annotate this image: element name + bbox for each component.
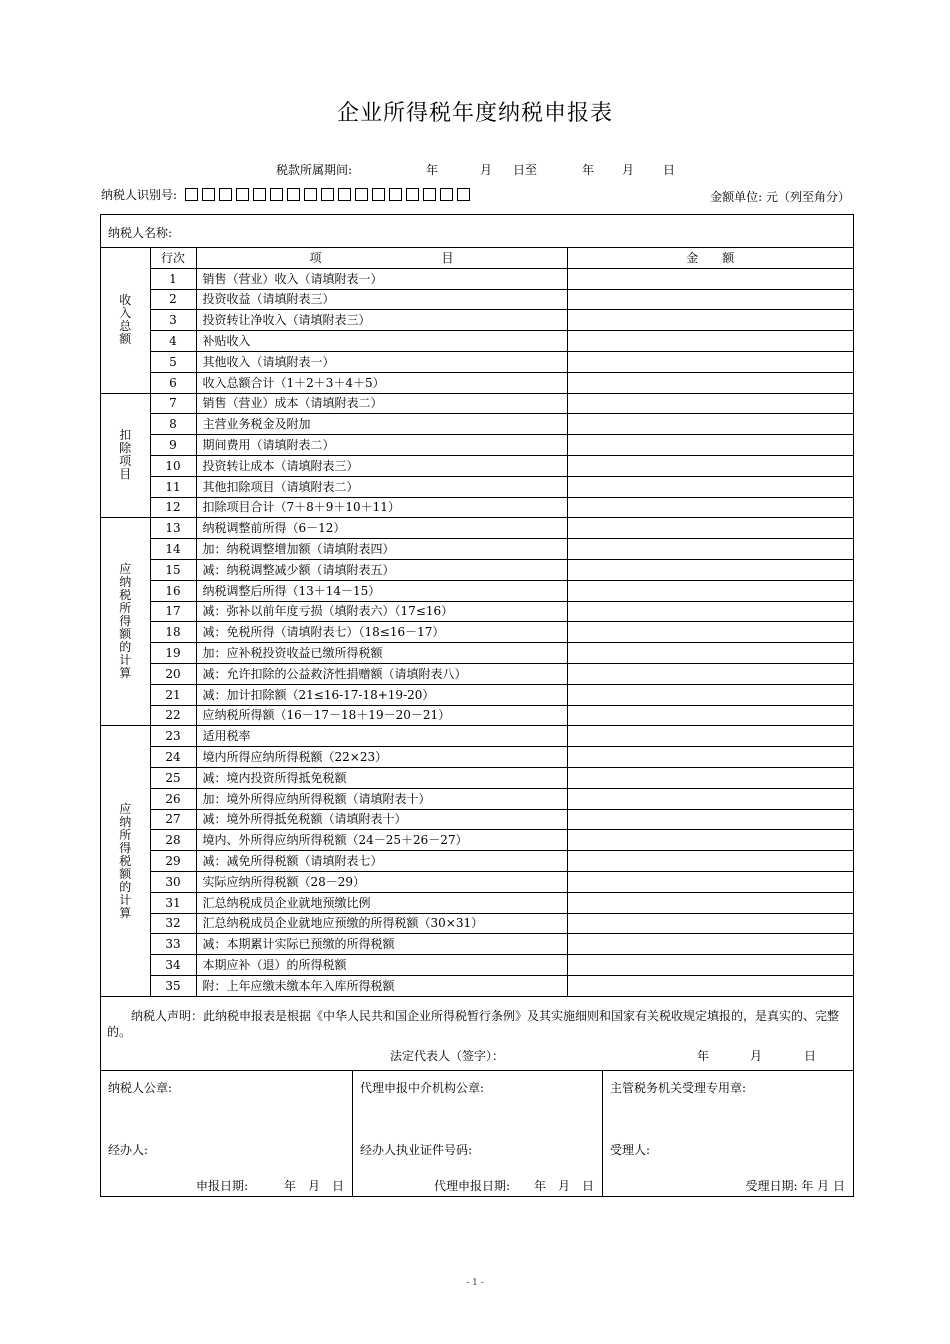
row-number: 14	[150, 539, 196, 560]
agent-license-label: 经办人执业证件号码:	[360, 1143, 473, 1157]
group-label-taxable-income	[101, 518, 150, 726]
row-number: 34	[150, 955, 196, 976]
row-amount-cell[interactable]	[567, 310, 853, 331]
row-number: 23	[150, 726, 196, 747]
row-number: 20	[150, 663, 196, 684]
row-item: 加：纳税调整增加额（请填附表四）	[196, 539, 567, 560]
row-number: 26	[150, 788, 196, 809]
table-row	[101, 830, 853, 851]
page-number: - 1 -	[466, 1278, 484, 1288]
group-label-text: 收入总额	[119, 293, 132, 347]
row-item: 收入总额合计（1＋2＋3＋4＋5）	[196, 372, 567, 393]
row-item: 期间费用（请填附表二）	[196, 435, 567, 456]
row-number: 11	[150, 476, 196, 497]
group-label-text: 应纳税所得额的计算	[119, 562, 132, 681]
table-row	[101, 372, 853, 393]
table-row	[101, 435, 853, 456]
row-item: 本期应补（退）的所得税额	[196, 955, 567, 976]
row-number: 29	[150, 851, 196, 872]
row-amount-cell[interactable]	[567, 622, 853, 643]
header-row-no: 行次	[150, 248, 196, 268]
row-amount-cell[interactable]	[567, 372, 853, 393]
row-item: 减：允许扣除的公益救济性捐赠额（请填附表八）	[196, 663, 567, 684]
row-item: 减：境外所得抵免税额（请填附表十）	[196, 809, 567, 830]
row-number: 30	[150, 871, 196, 892]
row-amount-cell[interactable]	[567, 684, 853, 705]
table-row	[101, 539, 853, 560]
row-amount-cell[interactable]	[567, 580, 853, 601]
row-number: 12	[150, 497, 196, 518]
table-row	[101, 289, 853, 310]
table-row	[101, 393, 853, 414]
row-amount-cell[interactable]	[567, 455, 853, 476]
legal-representative-label[interactable]: 法定代表人（签字）：	[390, 1049, 505, 1063]
taxpayer-id-box[interactable]	[440, 188, 453, 201]
row-item: 投资转让净收入（请填附表三）	[196, 310, 567, 331]
table-row	[101, 663, 853, 684]
row-item: 汇总纳税成员企业就地应预缴的所得税额（30×31）	[196, 913, 567, 934]
table-row	[101, 851, 853, 872]
row-number: 27	[150, 809, 196, 830]
row-amount-cell[interactable]	[567, 539, 853, 560]
row-number: 16	[150, 580, 196, 601]
row-amount-cell[interactable]	[567, 435, 853, 456]
declaration-day: 日	[804, 1049, 817, 1063]
row-item: 减：加计扣除额（21≤16-17-18+19-20）	[196, 684, 567, 705]
taxpayer-id-box[interactable]	[270, 188, 283, 201]
header-amount: 金 额	[567, 248, 853, 268]
table-row	[101, 476, 853, 497]
taxpayer-id-box[interactable]	[355, 188, 368, 201]
row-number: 32	[150, 913, 196, 934]
row-amount-cell[interactable]	[567, 331, 853, 352]
taxpayer-seal-label: 纳税人公章:	[108, 1081, 173, 1095]
row-amount-cell[interactable]	[567, 851, 853, 872]
agent-seal-label: 代理申报中介机构公章:	[360, 1081, 485, 1095]
taxpayer-id-boxes[interactable]	[185, 188, 474, 201]
row-number: 19	[150, 643, 196, 664]
amount-unit: 金额单位: 元（列至角分）	[710, 190, 850, 204]
row-item: 纳税调整后所得（13＋14－15）	[196, 580, 567, 601]
table-row	[101, 455, 853, 476]
row-amount-cell[interactable]	[567, 767, 853, 788]
row-number: 31	[150, 892, 196, 913]
form-title: 企业所得税年度纳税申报表	[336, 101, 613, 126]
taxpayer-name-row[interactable]	[101, 215, 853, 248]
taxpayer-seal-box[interactable]	[101, 1071, 353, 1196]
group-label-income	[101, 248, 150, 393]
row-item: 销售（营业）成本（请填附表二）	[196, 393, 567, 414]
row-amount-cell[interactable]	[567, 809, 853, 830]
row-item: 加：应补税投资收益已缴所得税额	[196, 643, 567, 664]
table-row	[101, 871, 853, 892]
row-amount-cell[interactable]	[567, 643, 853, 664]
row-item: 销售（营业）收入（请填附表一）	[196, 268, 567, 289]
table-row	[101, 559, 853, 580]
row-item: 适用税率	[196, 726, 567, 747]
declaration-section	[101, 1001, 853, 1071]
table-row	[101, 955, 853, 976]
row-number: 35	[150, 975, 196, 996]
row-item: 其他收入（请填附表一）	[196, 351, 567, 372]
taxpayer-id-box[interactable]	[457, 188, 470, 201]
group-label-tax-payable	[101, 726, 150, 996]
row-amount-cell[interactable]	[567, 871, 853, 892]
taxpayer-name-label: 纳税人名称:	[108, 226, 173, 240]
row-number: 22	[150, 705, 196, 726]
period-month-start: 月	[480, 163, 493, 177]
taxpayer-id-row	[101, 186, 474, 203]
group-label-text: 扣除项目	[119, 428, 132, 482]
taxpayer-filing-date: 申报日期: 年 月 日	[195, 1179, 344, 1193]
table-row	[101, 414, 853, 435]
table-row	[101, 788, 853, 809]
taxpayer-id-box[interactable]	[406, 188, 419, 201]
table-row	[101, 975, 853, 996]
row-number: 8	[150, 414, 196, 435]
row-item: 减：弥补以前年度亏损（填附表六）（17≤16）	[196, 601, 567, 622]
table-row	[101, 268, 853, 289]
row-amount-cell[interactable]	[567, 892, 853, 913]
declaration-month: 月	[750, 1049, 763, 1063]
row-item: 减：纳税调整减少额（请填附表五）	[196, 559, 567, 580]
row-amount-cell[interactable]	[567, 934, 853, 955]
taxpayer-id-box[interactable]	[287, 188, 300, 201]
tax-items-table	[101, 248, 853, 997]
table-row	[101, 726, 853, 747]
table-row	[101, 580, 853, 601]
row-amount-cell[interactable]	[567, 830, 853, 851]
declaration-year: 年	[697, 1049, 710, 1063]
period-label: 税款所属期间:	[276, 163, 353, 177]
taxpayer-handler-label: 经办人:	[108, 1143, 149, 1157]
taxpayer-id-box[interactable]	[304, 188, 317, 201]
row-amount-cell[interactable]	[567, 393, 853, 414]
row-number: 25	[150, 767, 196, 788]
table-row	[101, 809, 853, 830]
row-number: 2	[150, 289, 196, 310]
row-amount-cell[interactable]	[567, 955, 853, 976]
row-number: 28	[150, 830, 196, 851]
table-row	[101, 684, 853, 705]
table-row	[101, 622, 853, 643]
row-amount-cell[interactable]	[567, 705, 853, 726]
row-item: 加：境外所得应纳所得税额（请填附表十）	[196, 788, 567, 809]
row-item: 实际应纳所得税额（28－29）	[196, 871, 567, 892]
row-item: 减：本期累计实际已预缴的所得税额	[196, 934, 567, 955]
group-label-text: 应纳所得税额的计算	[119, 801, 132, 920]
row-amount-cell[interactable]	[567, 975, 853, 996]
row-amount-cell[interactable]	[567, 913, 853, 934]
agent-filing-date: 代理申报日期: 年 月 日	[433, 1179, 594, 1193]
row-number: 3	[150, 310, 196, 331]
receiver-label: 受理人:	[610, 1143, 651, 1157]
row-number: 24	[150, 747, 196, 768]
row-item: 扣除项目合计（7＋8＋9＋10＋11）	[196, 497, 567, 518]
taxpayer-id-box[interactable]	[423, 188, 436, 201]
row-item: 主营业务税金及附加	[196, 414, 567, 435]
table-header-row	[101, 248, 853, 268]
row-amount-cell[interactable]	[567, 601, 853, 622]
table-row	[101, 331, 853, 352]
row-item: 境内所得应纳所得税额（22×23）	[196, 747, 567, 768]
row-number: 1	[150, 268, 196, 289]
taxpayer-id-box[interactable]	[372, 188, 385, 201]
row-item: 补贴收入	[196, 331, 567, 352]
group-label-deductions	[101, 393, 150, 518]
row-item: 减：减免所得税额（请填附表七）	[196, 851, 567, 872]
table-row	[101, 497, 853, 518]
row-number: 4	[150, 331, 196, 352]
row-amount-cell[interactable]	[567, 476, 853, 497]
table-row	[101, 913, 853, 934]
taxpayer-id-label: 纳税人识别号:	[101, 188, 178, 202]
table-row	[101, 705, 853, 726]
row-number: 33	[150, 934, 196, 955]
row-item: 附：上年应缴未缴本年入库所得税额	[196, 975, 567, 996]
table-row	[101, 518, 853, 539]
row-amount-cell[interactable]	[567, 788, 853, 809]
row-amount-cell[interactable]	[567, 726, 853, 747]
period-year-end: 年	[582, 163, 595, 177]
taxpayer-id-box[interactable]	[185, 188, 198, 201]
row-amount-cell[interactable]	[567, 268, 853, 289]
row-amount-cell[interactable]	[567, 518, 853, 539]
taxpayer-id-box[interactable]	[236, 188, 249, 201]
row-amount-cell[interactable]	[567, 289, 853, 310]
row-number: 5	[150, 351, 196, 372]
tax-form-frame	[100, 214, 854, 1197]
table-row	[101, 934, 853, 955]
table-row	[101, 601, 853, 622]
row-number: 18	[150, 622, 196, 643]
row-item: 其他扣除项目（请填附表二）	[196, 476, 567, 497]
agent-seal-box[interactable]	[353, 1071, 603, 1196]
declaration-text: 纳税人声明：此纳税申报表是根据《中华人民共和国企业所得税暂行条例》及其实施细则和国家有关税收规定填报的，是真实的、完整的。	[107, 1009, 840, 1039]
table-row	[101, 747, 853, 768]
taxpayer-id-box[interactable]	[321, 188, 334, 201]
row-number: 10	[150, 455, 196, 476]
row-item: 应纳税所得额（16－17－18＋19－20－21）	[196, 705, 567, 726]
table-row	[101, 892, 853, 913]
row-number: 9	[150, 435, 196, 456]
period-day-end: 日	[663, 163, 676, 177]
row-item: 汇总纳税成员企业就地预缴比例	[196, 892, 567, 913]
tax-authority-seal-box[interactable]	[603, 1071, 853, 1196]
row-number: 6	[150, 372, 196, 393]
tax-authority-seal-label: 主管税务机关受理专用章:	[610, 1081, 747, 1095]
row-item: 减：境内投资所得抵免税额	[196, 767, 567, 788]
taxpayer-id-box[interactable]	[338, 188, 351, 201]
period-month-end: 月	[622, 163, 635, 177]
table-row	[101, 643, 853, 664]
row-number: 17	[150, 601, 196, 622]
row-item: 投资转让成本（请填附表三）	[196, 455, 567, 476]
row-amount-cell[interactable]	[567, 747, 853, 768]
period-day-to: 日至	[513, 163, 538, 177]
table-row	[101, 351, 853, 372]
row-amount-cell[interactable]	[567, 414, 853, 435]
taxpayer-id-box[interactable]	[253, 188, 266, 201]
taxpayer-id-box[interactable]	[219, 188, 232, 201]
row-amount-cell[interactable]	[567, 351, 853, 372]
row-item: 纳税调整前所得（6－12）	[196, 518, 567, 539]
row-item: 减：免税所得（请填附表七）（18≤16－17）	[196, 622, 567, 643]
row-number: 13	[150, 518, 196, 539]
header-item: 项 目	[196, 248, 567, 268]
row-amount-cell[interactable]	[567, 663, 853, 684]
row-amount-cell[interactable]	[567, 559, 853, 580]
row-item: 投资收益（请填附表三）	[196, 289, 567, 310]
row-number: 7	[150, 393, 196, 414]
table-row	[101, 310, 853, 331]
table-row	[101, 767, 853, 788]
row-amount-cell[interactable]	[567, 497, 853, 518]
taxpayer-id-box[interactable]	[202, 188, 215, 201]
taxpayer-id-box[interactable]	[389, 188, 402, 201]
period-year-start: 年	[426, 163, 439, 177]
row-number: 15	[150, 559, 196, 580]
row-item: 境内、外所得应纳所得税额（24－25＋26－27）	[196, 830, 567, 851]
acceptance-date: 受理日期: 年 月 日	[745, 1179, 845, 1193]
row-number: 21	[150, 684, 196, 705]
